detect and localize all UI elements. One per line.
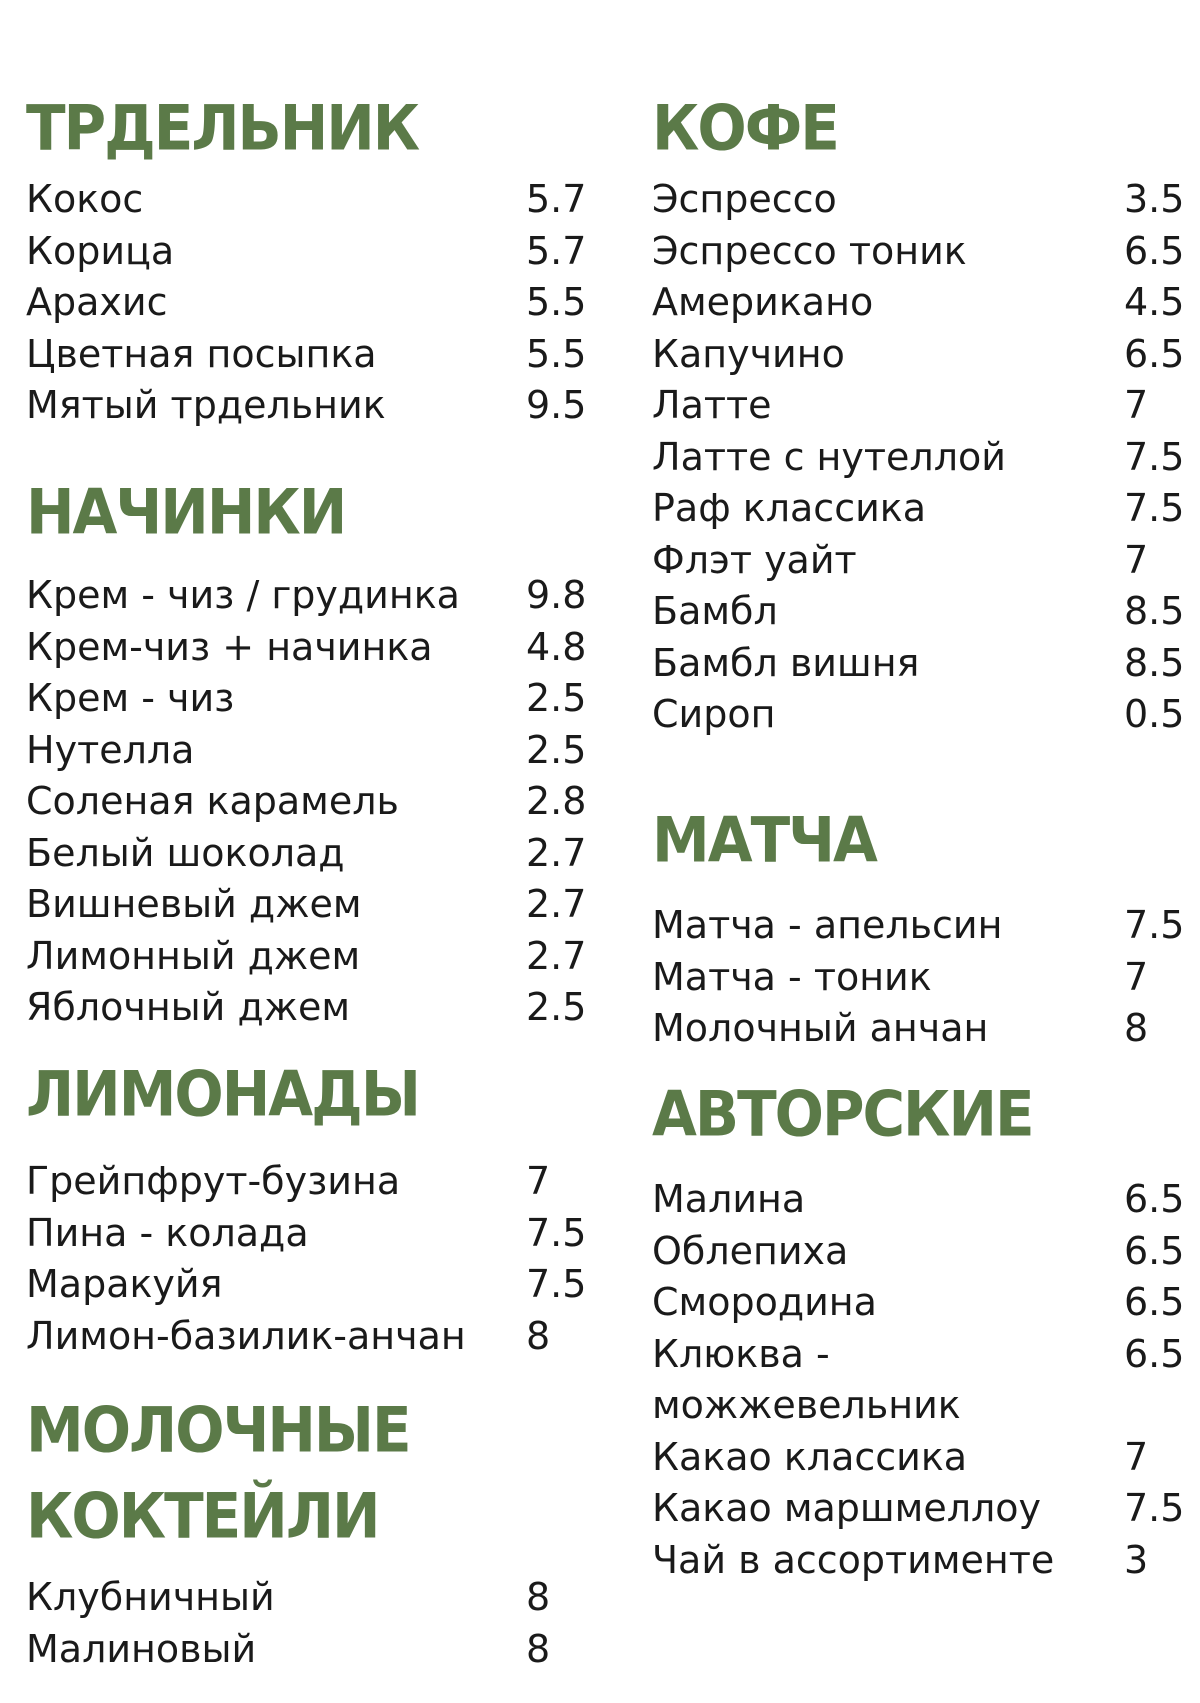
menu-item [652, 1277, 1184, 1329]
item-price: 6.5 [1124, 1177, 1185, 1221]
menu-item [652, 1174, 1184, 1226]
item-name: Нутелла [26, 727, 195, 772]
item-price: 7 [1124, 537, 1149, 582]
item-name: Мятый трдельник [26, 383, 386, 427]
item-price: 8 [526, 1626, 551, 1671]
item-price: 5.7 [526, 177, 587, 221]
item-price: 5.5 [526, 280, 587, 324]
menu-item [652, 952, 1184, 1004]
menu-item [26, 879, 586, 931]
item-price: 6.5 [1124, 331, 1185, 376]
item-price: 2.5 [526, 727, 587, 772]
item-name: Раф классика [652, 486, 927, 530]
item-price: 2.8 [526, 779, 587, 823]
item-name: Кокос [26, 177, 144, 221]
menu-item [652, 1226, 1184, 1278]
section-title-tredelnik: ТРДЕЛЬНИК [26, 91, 419, 165]
menu-item [26, 226, 586, 278]
menu-item [652, 432, 1184, 484]
item-name: Латте [652, 383, 772, 427]
item-price: 8 [526, 1313, 551, 1358]
item-name: Малиновый [26, 1626, 257, 1671]
item-name: Клюква - можжевельник [652, 1331, 961, 1427]
menu-item [26, 673, 586, 725]
item-price: 7.5 [1124, 903, 1185, 947]
menu-item [652, 1432, 1184, 1484]
item-name: Смородина [652, 1280, 877, 1324]
item-price: 2.5 [526, 676, 587, 720]
item-name: Бамбл вишня [652, 640, 920, 685]
item-price: 7 [1124, 1434, 1149, 1479]
menu-item [26, 1624, 586, 1676]
item-price: 6.5 [1124, 1331, 1185, 1376]
section-limonady [26, 1054, 586, 1362]
item-price: 6.5 [1124, 228, 1185, 273]
menu-item [26, 1156, 586, 1208]
menu-item [652, 535, 1184, 587]
menu-item [26, 1311, 586, 1363]
menu-item [652, 900, 1184, 952]
item-price: 7 [1124, 954, 1149, 999]
item-name: Эспрессо [652, 177, 837, 221]
item-price: 2.7 [526, 933, 587, 978]
section-kokteili [26, 1390, 586, 1675]
item-name: Сироп [652, 692, 776, 736]
item-name: Латте с нутеллой [652, 434, 1006, 479]
item-price: 9.5 [526, 383, 587, 427]
item-name: Капучино [652, 331, 845, 376]
menu-item [26, 622, 586, 674]
menu-item [26, 828, 586, 880]
item-price: 2.5 [526, 985, 587, 1029]
menu-item [652, 586, 1184, 638]
menu-item [652, 380, 1184, 432]
menu-item [26, 1572, 586, 1624]
item-price: 4.8 [526, 624, 587, 669]
section-matcha [652, 800, 1184, 1055]
menu-item [652, 689, 1184, 741]
item-price: 9.8 [526, 573, 587, 617]
menu-item [652, 174, 1184, 226]
item-price: 3.5 [1124, 177, 1185, 221]
item-price: 2.7 [526, 830, 587, 875]
item-name: Маракуйя [26, 1262, 223, 1306]
section-nachinki [26, 472, 586, 1034]
section-tredelnik [26, 88, 586, 432]
item-price: 8 [1124, 1006, 1149, 1050]
item-price: 3 [1124, 1537, 1149, 1582]
item-name: Молочный анчан [652, 1006, 989, 1050]
item-price: 5.5 [526, 331, 587, 376]
menu-item [26, 380, 586, 432]
menu-item [26, 174, 586, 226]
menu-item [652, 1329, 1184, 1432]
item-name: Лимон-базилик-анчан [26, 1313, 466, 1358]
menu-item [652, 1003, 1184, 1055]
menu-item [26, 776, 586, 828]
section-avtorskie [652, 1074, 1184, 1586]
item-price: 0.5 [1124, 692, 1185, 736]
item-name: Корица [26, 228, 175, 273]
menu-item [652, 277, 1184, 329]
section-title-kokteili-line1: МОЛОЧНЫЕ [26, 1393, 410, 1467]
item-name: Матча - тоник [652, 954, 932, 999]
item-name: Какао классика [652, 1434, 968, 1479]
item-price: 6.5 [1124, 1280, 1185, 1324]
item-name: Грейпфрут-бузина [26, 1159, 401, 1203]
item-name: Флэт уайт [652, 537, 857, 582]
item-name: Облепиха [652, 1228, 849, 1273]
item-name: Цветная посыпка [26, 331, 377, 376]
item-name: Крем-чиз + начинка [26, 624, 433, 669]
menu-item [26, 982, 586, 1034]
item-price: 4.5 [1124, 280, 1185, 324]
item-name: Американо [652, 280, 874, 324]
item-name: Соленая карамель [26, 779, 399, 823]
item-name: Эспрессо тоник [652, 228, 967, 273]
item-name: Бамбл [652, 589, 778, 633]
section-kofe [652, 88, 1184, 741]
item-price: 6.5 [1124, 1228, 1185, 1273]
item-name: Чай в ассортименте [652, 1537, 1055, 1582]
item-name: Пина - колада [26, 1210, 309, 1255]
menu-item [652, 226, 1184, 278]
item-price: 7.5 [1124, 486, 1185, 530]
section-title-kokteili-line2: КОКТЕЙЛИ [26, 1479, 379, 1553]
menu-item [26, 277, 586, 329]
menu-item [652, 329, 1184, 381]
menu-item [26, 329, 586, 381]
item-name: Крем - чиз [26, 676, 235, 720]
menu-item [652, 638, 1184, 690]
item-price: 7.5 [526, 1210, 587, 1255]
item-name: Белый шоколад [26, 830, 345, 875]
menu-item [26, 1208, 586, 1260]
item-price: 8 [526, 1575, 551, 1619]
item-name: Яблочный джем [26, 985, 351, 1029]
menu-item [26, 725, 586, 777]
item-name: Вишневый джем [26, 882, 362, 926]
item-name: Крем - чиз / грудинка [26, 573, 460, 617]
section-title-matcha: МАТЧА [652, 803, 876, 877]
item-price: 5.7 [526, 228, 587, 273]
menu-item [652, 1483, 1184, 1535]
item-price: 7 [1124, 383, 1149, 427]
item-name: Малина [652, 1177, 806, 1221]
item-price: 8.5 [1124, 589, 1185, 633]
menu-item [26, 931, 586, 983]
item-price: 7 [526, 1159, 551, 1203]
item-name: Какао маршмеллоу [652, 1486, 1042, 1530]
item-name: Арахис [26, 280, 168, 324]
item-name: Клубничный [26, 1575, 275, 1619]
menu-item [652, 483, 1184, 535]
section-title-nachinki: НАЧИНКИ [26, 475, 346, 549]
item-name: Лимонный джем [26, 933, 361, 978]
item-price: 2.7 [526, 882, 587, 926]
item-price: 8.5 [1124, 640, 1185, 685]
section-title-kofe: КОФЕ [652, 91, 838, 165]
menu-item [652, 1535, 1184, 1587]
menu-item [26, 1259, 586, 1311]
menu-item [26, 570, 586, 622]
item-price: 7.5 [1124, 434, 1185, 479]
section-title-limonady: ЛИМОНАДЫ [26, 1057, 419, 1131]
item-price: 7.5 [526, 1262, 587, 1306]
item-name: Матча - апельсин [652, 903, 1003, 947]
section-title-avtorskie: АВТОРСКИЕ [652, 1077, 1033, 1151]
item-price: 7.5 [1124, 1486, 1185, 1530]
